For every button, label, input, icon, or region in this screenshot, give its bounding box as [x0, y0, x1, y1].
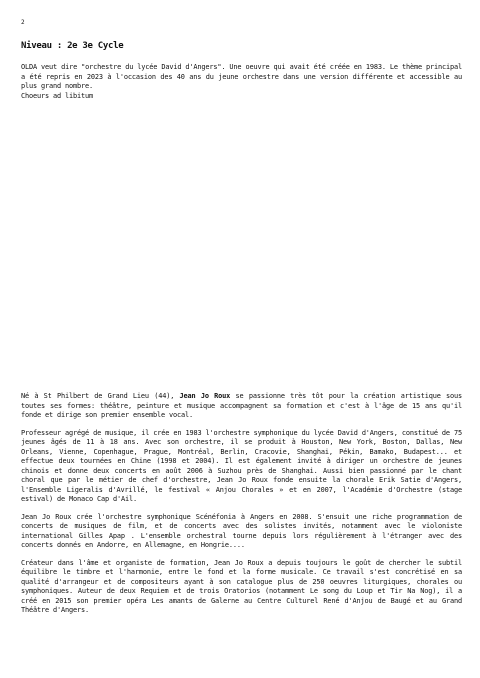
composer-name: Jean Jo Roux — [179, 392, 231, 400]
page-number: 2 — [21, 19, 25, 26]
level-heading: Niveau : 2e 3e Cycle — [21, 41, 124, 51]
bio-paragraph-2: Professeur agrégé de musique, il crée en 1983 l'orchestre symphonique du lycée David d'Angers, constitué de 75 jeunes âgés de 11 à 18 ans. Avec son orchestre, il se produit à Houston, New York, Boston, Dallas, New Orleans, Vienne, Copenhague, Prague, Montréal, Berlin, Cracovie, Shanghai, Pékin, Bamako, Budapest... et effectue deux tournées en Chine (1998 et 2004). Il est également invité à diriger un orchestre de jeunes chinois et donne deux concerts en août 2006 à Suzhou près de Shanghai. Aussi bien passionné par le chant choral que par le métier de chef d'orchestre, Jean Jo Roux fonde ensuite la chorale Erik Satie d'Angers, l'Ensemble Ligeralis d'Avrillé, le festival « Anjou Chorales » et en 2007, l'Académie d'Orchestre (stage estival) de Monaco Cap d'Ail. — [21, 428, 462, 503]
bio-paragraph-3: Jean Jo Roux crée l'orchestre symphonique Scénéfonia à Angers en 2008. S'ensuit une riche programmation de concerts de musiques de film, et de concerts avec des solistes invités, notamment avec le violoniste international Gilles Apap . L'ensemble orchestral tourne depuis lors régulièrement à l'étranger avec des concerts donnés en Andorre, en Allemagne, en Hongrie.... — [21, 512, 462, 549]
intro-section — [21, 63, 462, 101]
choir-note: Choeurs ad libitum — [21, 91, 93, 100]
intro-description: OLDA veut dire "orchestre du lycée David d'Angers". Une oeuvre qui avait été créée en 1983. Le thème principal a été repris en 2023 à l'occasion des 40 ans du jeune orchestre dans une version différente et accessible au plus grand nombre. — [21, 63, 462, 90]
biography-section — [21, 392, 462, 624]
bio-paragraph-4: Créateur dans l'âme et organiste de formation, Jean Jo Roux a depuis toujours le goût de chercher le subtil équilibre le timbre et l'harmonie, entre le fond et la forme musicale. Ce travail s'est concrétisé en sa qualité d'arrangeur et de compositeurs ayant à son catalogue plus de 250 oeuvres liturgiques, chorales ou symphoniques. Auteur de deux Requiem et de trois Oratorios (notamment Le song du Loup et Tir Na Nog), il a créé en 2015 son premier opéra Les amants de Galerne au Centre Culturel René d'Anjou de Baugé et au Grand Théâtre d'Angers. — [21, 558, 462, 614]
bio-p1-intro: Né à St Philbert de Grand Lieu (44), — [21, 392, 175, 400]
bio-paragraph-1 — [21, 392, 462, 421]
bio-p1-rest: se passionne très tôt pour la création artistique sous toutes ses formes: théâtre, peinture et musique accompagnent sa formation et c'est à l'âge de 15 ans qu'il fonde et dirige son premier ensemble vocal. — [21, 392, 463, 419]
